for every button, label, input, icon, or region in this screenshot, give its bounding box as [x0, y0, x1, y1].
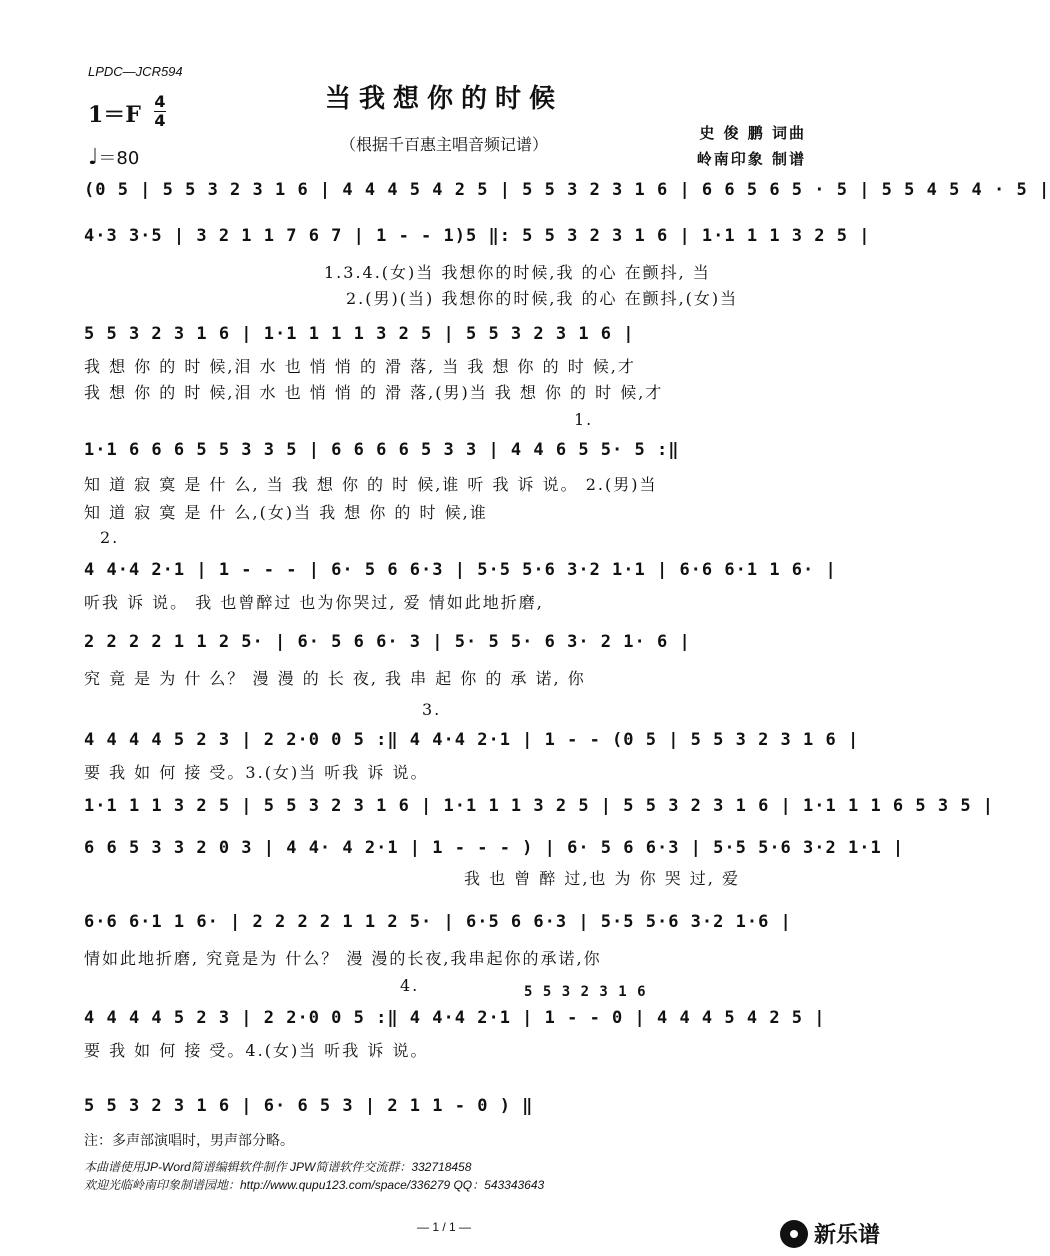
lyric-verse-2: 2.(男)(当) 我想你的时候,我 的心 在颤抖,(女)当	[346, 289, 739, 308]
subtitle: （根据千百惠主唱音频记谱）	[339, 135, 548, 154]
song-title: 当我想你的时候	[324, 84, 563, 114]
site-logo	[780, 1218, 880, 1249]
volta-3: 3.	[422, 700, 442, 719]
credit-notation: 岭南印象 制谱	[696, 150, 806, 168]
website-info: 欢迎光临岭南印象制谱园地：http://www.qupu123.com/space/336279 QQ：543343643	[84, 1178, 545, 1192]
notes: 5 5 3 2 3 1 6 | 6· 6 5 3 | 2 1 1 - 0 ) ‖	[84, 1096, 534, 1116]
notes: 5 5 3 2 3 1 6 | 1·1 1 1 1 3 2 5 | 5 5 3 2 3 1 6 |	[84, 324, 635, 344]
lyric: 要 我 如 何 接 受。4.(女)当 听我 诉 说。	[84, 1041, 429, 1060]
lyric: 我 也 曾 醉 过,也 为 你 哭 过, 爱	[464, 869, 740, 888]
lyric-verse-2: 知 道 寂 寞 是 什 么,(女)当 我 想 你 的 时 候,谁	[84, 503, 488, 522]
page-number: — 1 / 1 —	[416, 1220, 472, 1234]
notes: 4 4 4 4 5 2 3 | 2 2·0 0 5 :‖ 4 4·4 2·1 | 1 - - (0 5 | 5 5 3 2 3 1 6 |	[84, 730, 860, 750]
vinyl-disc-icon	[780, 1220, 808, 1248]
notes: 4 4 4 4 5 2 3 | 2 2·0 0 5 :‖ 4 4·4 2·1 | 1 - - 0 | 4 4 4 5 4 2 5 |	[84, 1008, 826, 1028]
upper-voice-notes: 5 5 3 2 3 1 6	[524, 984, 647, 1000]
lyric-verse-1: 1.3.4.(女)当 我想你的时候,我 的心 在颤抖, 当	[324, 263, 711, 282]
notes: 4·3 3·5 | 3 2 1 1 7 6 7 | 1 - - 1)5 ‖: 5 5 3 2 3 1 6 | 1·1 1 1 3 2 5 |	[84, 226, 871, 246]
time-signature	[154, 94, 166, 129]
notes: 6·6 6·1 1 6· | 2 2 2 2 1 1 2 5· | 6·5 6 6·3 | 5·5 5·6 3·2 1·6 |	[84, 912, 792, 932]
notes: 2 2 2 2 1 1 2 5· | 6· 5 6 6· 3 | 5· 5 5· 6 3· 2 1· 6 |	[84, 632, 691, 652]
notes: 1·1 6 6 6 5 5 3 3 5 | 6 6 6 6 5 3 3 | 4 4 6 5 5· 5 :‖	[84, 440, 680, 460]
credit-lyrics-music: 史 俊 鹏 词曲	[699, 124, 806, 142]
lyric-verse-2: 我 想 你 的 时 候,泪 水 也 悄 悄 的 滑 落,(男)当 我 想 你 的 时 候,才	[84, 383, 664, 402]
lyric-verse-1: 知 道 寂 寞 是 什 么, 当 我 想 你 的 时 候,谁 听 我 诉 说。 2.(男)当	[84, 475, 658, 494]
lyric: 情如此地折磨, 究竟是为 什么？ 漫 漫的长夜,我串起你的承诺,你	[84, 949, 602, 968]
key-signature: 1＝F	[88, 102, 141, 128]
lyric: 听我 诉 说。 我 也曾醉过 也为你哭过, 爱 情如此地折磨,	[84, 593, 544, 612]
meter-bottom: 4	[154, 111, 166, 130]
footnote: 注：多声部演唱时，男声部分略。	[84, 1133, 294, 1149]
quarter-note-icon: ♩	[88, 145, 99, 170]
volta-2: 2.	[100, 528, 120, 547]
meter-top: 4	[154, 92, 166, 111]
notes: 4 4·4 2·1 | 1 - - - | 6· 5 6 6·3 | 5·5 5·6 3·2 1·1 | 6·6 6·1 1 6· |	[84, 560, 837, 580]
lyric: 究 竟 是 为 什 么？ 漫 漫 的 长 夜, 我 串 起 你 的 承 诺, 你	[84, 669, 586, 688]
tempo-value: ＝80	[98, 148, 140, 169]
score-code: LPDC—JCR594	[88, 64, 183, 79]
notes: 1·1 1 1 3 2 5 | 5 5 3 2 3 1 6 | 1·1 1 1 3 2 5 | 5 5 3 2 3 1 6 | 1·1 1 1 6 5 3 5 |	[84, 796, 995, 816]
volta-4: 4.	[400, 976, 420, 995]
logo-text: 新乐谱	[813, 1223, 880, 1248]
software-info: 本曲谱使用JP-Word简谱编辑软件制作 JPW简谱软件交流群：332718458	[84, 1160, 472, 1174]
volta-1: 1.	[574, 410, 594, 429]
notes: 6 6 5 3 3 2 0 3 | 4 4· 4 2·1 | 1 - - - ) | 6· 5 6 6·3 | 5·5 5·6 3·2 1·1 |	[84, 838, 905, 858]
lyric: 要 我 如 何 接 受。3.(女)当 听我 诉 说。	[84, 763, 429, 782]
lyric-verse-1: 我 想 你 的 时 候,泪 水 也 悄 悄 的 滑 落, 当 我 想 你 的 时 候,才	[84, 357, 636, 376]
notes: (0 5 | 5 5 3 2 3 1 6 | 4 4 4 5 4 2 5 | 5 5 3 2 3 1 6 | 6 6 5 6 5 · 5 | 5 5 4 5 4 · 5 |	[84, 180, 1050, 200]
